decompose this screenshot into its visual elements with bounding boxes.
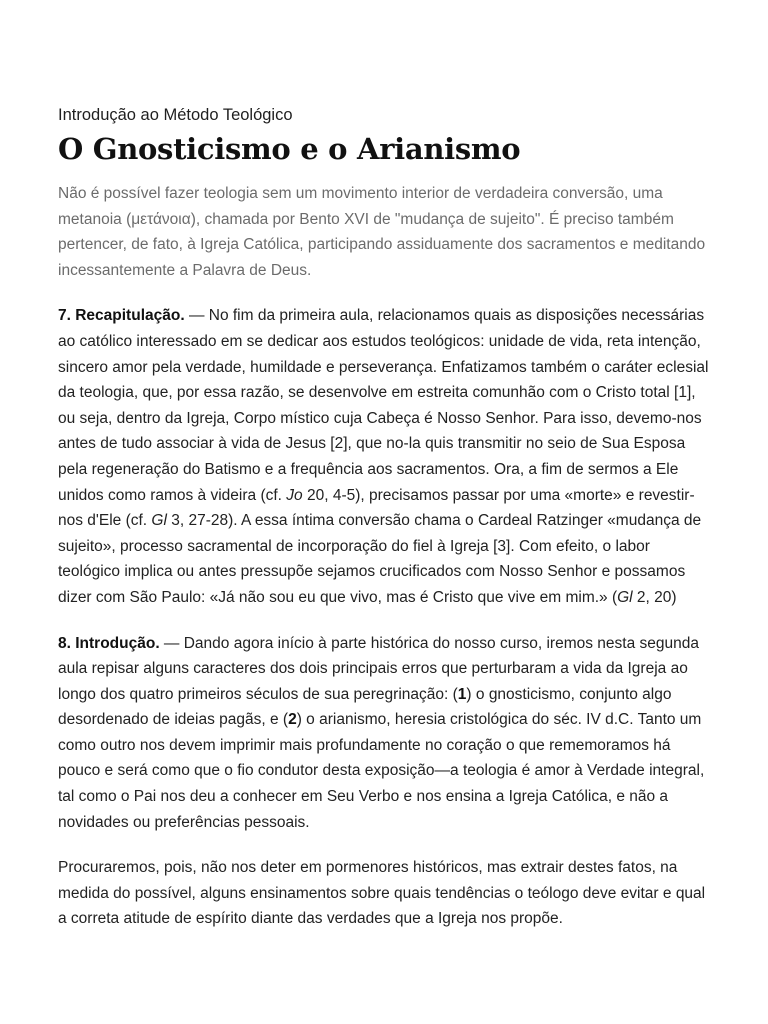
- list-number: 1: [457, 685, 467, 703]
- article-lede: Não é possível fazer teologia sem um movimento interior de verdadeira conversão, uma metanoia (μετάνοια), chamada por Bento XVI de "mudança de sujeito". É preciso também pertencer, de fato, à Igreja Católica, participando assiduamente dos sacramentos e meditando incessantemente a Palavra de Deus.: [58, 185, 706, 279]
- citation-book: Gl: [617, 588, 633, 606]
- course-label: Introdução ao Método Teológico: [58, 106, 293, 124]
- section-heading: 7. Recapitulação.: [58, 307, 185, 325]
- section-recapitulacao: 7. Recapitulação. — No fim da primeira aula, relacionamos quais as disposições necessárias ao católico interessado em se dedicar aos estudos teológicos: unidade de vida, reta intenção, sincero amor pela verdade, humildade e perseverança. Enfatizamos também o caráter eclesial da teologia, que, por essa razão, se desenvolve em estreita comunhão com o Cristo total [1], ou seja, dentro da Igreja, Corpo místico cuja Cabeça é Nosso Senhor. Para isso, devemo-nos antes de tudo associar à vida de Jesus [2], que no-la quis transmitir no seio de Sua Esposa pela regeneração do Batismo e a frequência aos sacramentos. Ora, a fim de sermos a Ele unidos como ramos à videira (cf. Jo 20, 4-5), precisamos passar por uma «morte» e revestir-nos d'Ele (cf. Gl 3, 27-28). A essa íntima conversão chama o Cardeal Ratzinger «mudança de sujeito», processo sacramental de incorporação do fiel à Igreja [3]. Com efeito, o labor teológico implica ou antes pressupõe sejamos crucificados com Nosso Senhor e possamos dizer com São Paulo: «Já não sou eu que vivo, mas é Cristo que vive em mim.» (Gl 2, 20): [58, 307, 709, 606]
- citation-book: Gl: [151, 512, 167, 530]
- section-introducao: 8. Introdução. — Dando agora início à parte histórica do nosso curso, iremos nesta segunda aula repisar alguns caracteres dos dois principais erros que perturbaram a vida da Igreja ao longo dos quatro primeiros séculos de sua peregrinação: (1) o gnosticismo, conjunto algo desordenado de ideias pagãs, e (2) o arianismo, heresia cristológica do séc. IV d.C. Tanto um como outro nos devem imprimir mais profundamente no coração o que rememoramos há pouco e será como que o fio condutor desta exposição—a teologia é amor à Verdade integral, tal como o Pai nos deu a conhecer em Seu Verbo e nos ensina a Igreja Católica, e não a novidades ou preferências pessoais.: [58, 634, 705, 831]
- list-number: 2: [288, 711, 297, 729]
- closing-paragraph: Procuraremos, pois, não nos deter em pormenores históricos, mas extrair destes fatos, na medida do possível, alguns ensinamentos sobre quais tendências o teólogo deve evitar e qual a correta atitude de espírito diante das verdades que a Igreja nos propõe.: [58, 859, 706, 928]
- section-heading: 8. Introdução.: [58, 634, 160, 652]
- citation-book: Jo: [286, 486, 303, 504]
- article-title: O Gnosticismo e o Arianismo: [58, 132, 521, 166]
